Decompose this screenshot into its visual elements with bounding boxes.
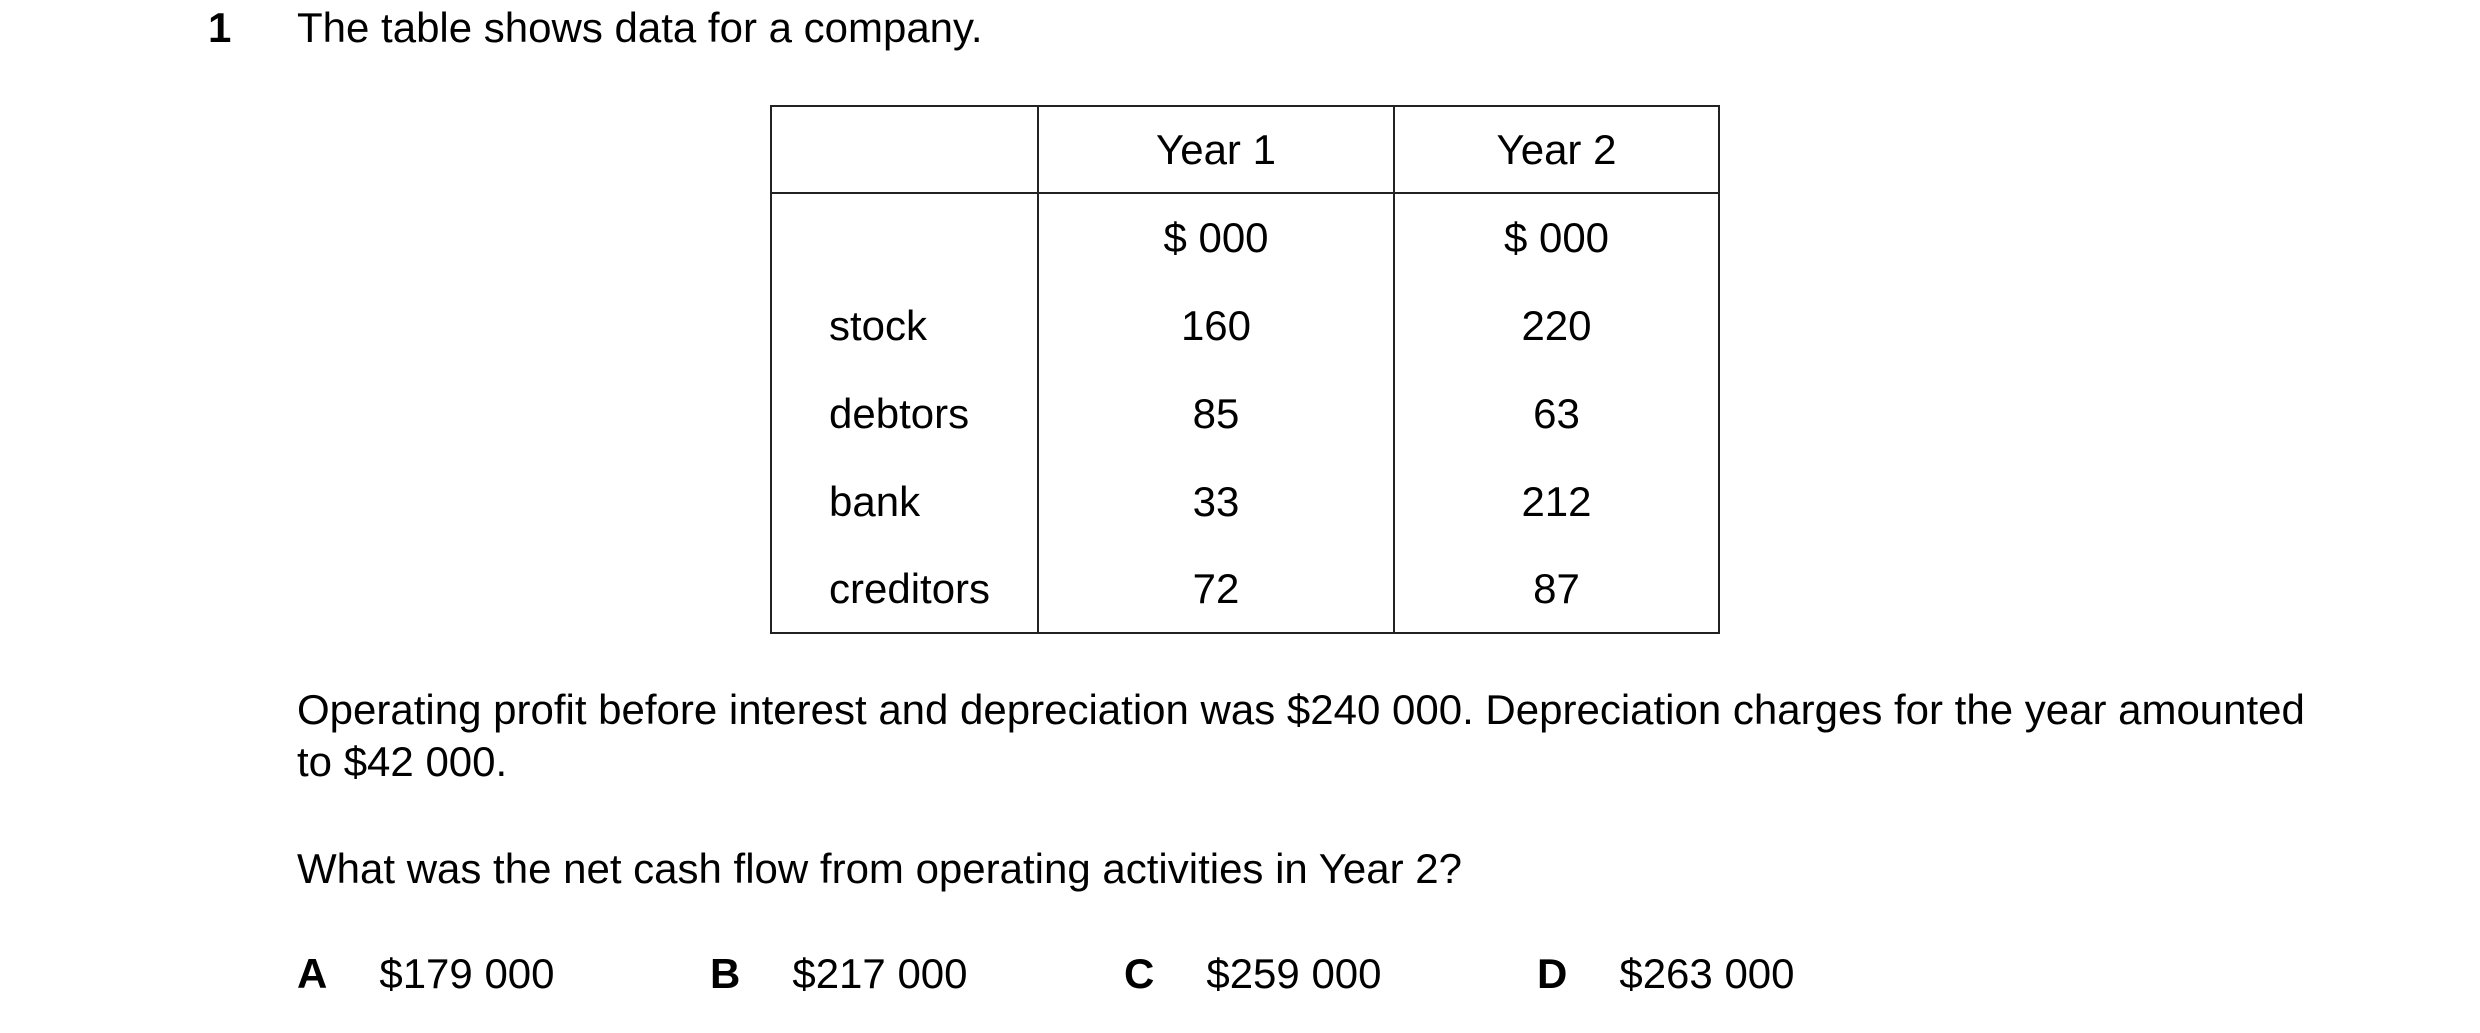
answer-letter: D [1537,950,1568,997]
table-row [771,546,1719,633]
answer-option-a[interactable] [297,948,555,1000]
row-year2-value: 212 [1394,458,1719,546]
row-label: debtors [771,370,1038,458]
table-row [771,458,1719,546]
row-year1-value: 160 [1038,282,1394,370]
data-table [770,105,1720,634]
answer-value: $217 000 [792,950,968,997]
row-label: stock [771,282,1038,370]
units-year1: $ 000 [1038,193,1394,282]
answer-letter: C [1124,950,1155,997]
table-header-row [771,106,1719,193]
row-year1-value: 33 [1038,458,1394,546]
answer-option-c[interactable] [1124,948,1382,1000]
row-year2-value: 87 [1394,546,1719,633]
question-intro: The table shows data for a company. [297,4,983,51]
table-header-year1: Year 1 [1038,106,1394,193]
row-year2-value: 220 [1394,282,1719,370]
row-label: bank [771,458,1038,546]
units-label [771,193,1038,282]
answer-value: $259 000 [1206,950,1382,997]
answer-value: $263 000 [1619,950,1795,997]
answer-value: $179 000 [379,950,555,997]
question-text: What was the net cash flow from operating activities in Year 2? [297,845,1462,892]
question-number: 1 [208,4,232,51]
answer-option-d[interactable] [1537,948,1795,1000]
table-header-empty [771,106,1038,193]
table-row [771,370,1719,458]
table-header-year2: Year 2 [1394,106,1719,193]
units-year2: $ 000 [1394,193,1719,282]
table-row [771,282,1719,370]
row-year2-value: 63 [1394,370,1719,458]
answer-letter: B [710,950,741,997]
answer-letter: A [297,950,328,997]
row-year1-value: 85 [1038,370,1394,458]
answer-option-b[interactable] [710,948,968,1000]
row-label: creditors [771,546,1038,633]
table-units-row [771,193,1719,282]
context-paragraph: Operating profit before interest and depreciation was $240 000. Depreciation charges for the year amounted to $42 000. [297,686,2305,785]
row-year1-value: 72 [1038,546,1394,633]
